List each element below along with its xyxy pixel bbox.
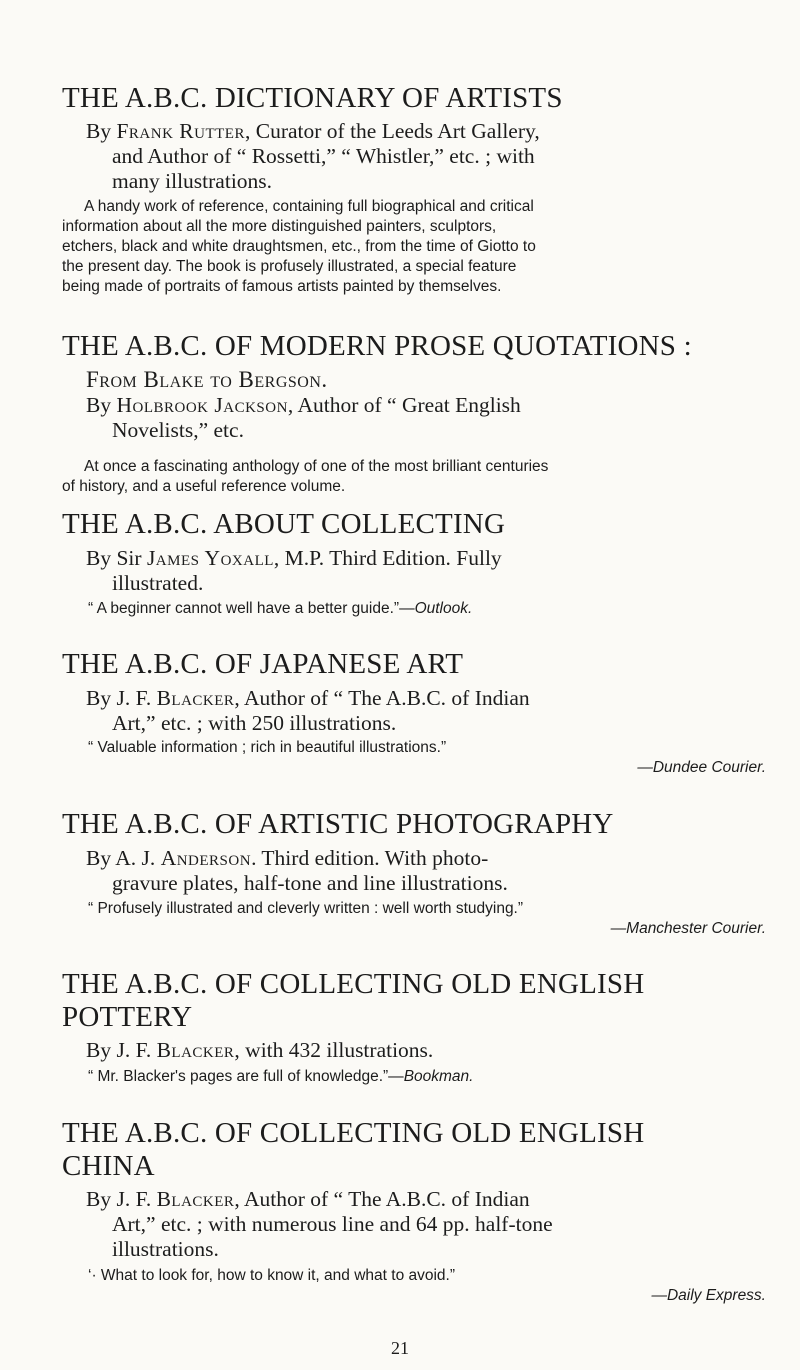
author-note-line: many illustrations. bbox=[112, 169, 273, 193]
entry-review bbox=[88, 899, 784, 939]
description-line: A handy work of reference, containing full biographical and critical bbox=[84, 198, 534, 215]
description-line: being made of portraits of famous artists painted by themselves. bbox=[62, 278, 502, 295]
author-note-line: Art,” etc. ; with numerous line and 64 pp. half-tone bbox=[112, 1212, 553, 1236]
entry-review bbox=[88, 599, 784, 619]
author-name: Frank Rutter bbox=[116, 119, 245, 143]
entry-author-block bbox=[86, 686, 530, 736]
author-note: , with 432 illustrations. bbox=[234, 1038, 434, 1062]
by-label: By A. J. bbox=[86, 846, 156, 870]
page-number: 21 bbox=[391, 1338, 409, 1358]
review-quote: “ Valuable information ; rich in beautiful illustrations.” bbox=[88, 739, 447, 756]
description-line: information about all the more distinguished painters, sculptors, bbox=[62, 218, 497, 235]
description-line: etchers, black and white draughtsmen, etc., from the time of Giotto to bbox=[62, 238, 536, 255]
entry-author-block bbox=[86, 846, 508, 896]
entry-title: THE A.B.C. OF JAPANESE ART bbox=[62, 648, 464, 680]
review-quote: “ Mr. Blacker's pages are full of knowledge.”— bbox=[88, 1068, 404, 1085]
by-label: By Sir bbox=[86, 546, 142, 570]
review-quote: ‘· What to look for, how to know it, and what to avoid.” bbox=[88, 1267, 456, 1284]
author-note: , Author of “ The A.B.C. of Indian bbox=[234, 686, 530, 710]
entry-description bbox=[62, 457, 784, 497]
author-note: , Curator of the Leeds Art Gallery, bbox=[244, 119, 540, 143]
by-label: By bbox=[86, 393, 112, 417]
entry-title: THE A.B.C. OF MODERN PROSE QUOTATIONS : bbox=[62, 330, 692, 362]
author-note: , Author of “ The A.B.C. of Indian bbox=[234, 1187, 530, 1211]
author-note-line: Novelists,” etc. bbox=[112, 418, 244, 442]
review-source: Outlook. bbox=[414, 600, 473, 617]
entry-title: THE A.B.C. OF COLLECTING OLD ENGLISH bbox=[62, 1117, 645, 1149]
entry-title: THE A.B.C. DICTIONARY OF ARTISTS bbox=[62, 82, 563, 114]
entry-review bbox=[88, 738, 784, 778]
author-note-line: gravure plates, half-tone and line illustrations. bbox=[112, 871, 508, 895]
entry-title-line-2: POTTERY bbox=[62, 1001, 193, 1033]
review-source: Bookman. bbox=[403, 1068, 474, 1085]
author-note: , Author of “ Great English bbox=[287, 393, 521, 417]
author-note-line: and Author of “ Rossetti,” “ Whistler,” etc. ; with bbox=[112, 144, 535, 168]
entry-description bbox=[62, 197, 784, 297]
entry-title: THE A.B.C. OF ARTISTIC PHOTOGRAPHY bbox=[62, 808, 614, 840]
review-source: —Dundee Courier. bbox=[637, 759, 766, 776]
entry-title: THE A.B.C. ABOUT COLLECTING bbox=[62, 508, 506, 540]
entry-review bbox=[88, 1067, 784, 1087]
author-line bbox=[86, 393, 521, 418]
author-note-line: Art,” etc. ; with 250 illustrations. bbox=[112, 711, 397, 735]
entry-author-block bbox=[86, 1038, 433, 1063]
author-name: Holbrook Jackson bbox=[116, 393, 288, 417]
author-note: , M.P. Third Edition. Fully bbox=[273, 546, 502, 570]
author-name: Blacker bbox=[156, 1187, 235, 1211]
review-source: —Manchester Courier. bbox=[610, 920, 766, 937]
by-label: By bbox=[86, 119, 112, 143]
by-label: By J. F. bbox=[86, 1038, 152, 1062]
author-note: . Third edition. With photo- bbox=[251, 846, 489, 870]
author-name: Anderson bbox=[160, 846, 252, 870]
by-label: By J. F. bbox=[86, 686, 152, 710]
description-line: of history, and a useful reference volume. bbox=[62, 478, 346, 495]
author-note-line: illustrated. bbox=[112, 571, 204, 595]
entry-author-block bbox=[86, 367, 521, 443]
entry-subtitle: From Blake to Bergson. bbox=[86, 367, 328, 392]
description-line: the present day. The book is profusely illustrated, a special feature bbox=[62, 258, 517, 275]
review-quote: “ A beginner cannot well have a better guide.”— bbox=[88, 600, 415, 617]
review-quote: “ Profusely illustrated and cleverly written : well worth studying.” bbox=[88, 900, 524, 917]
entry-author-block bbox=[86, 546, 776, 596]
by-label: By J. F. bbox=[86, 1187, 152, 1211]
entry-review bbox=[88, 1266, 784, 1306]
author-name: Blacker bbox=[156, 686, 235, 710]
entry-author-block bbox=[86, 1187, 553, 1262]
author-name: Blacker bbox=[156, 1038, 235, 1062]
entry-title-line-2: CHINA bbox=[62, 1150, 155, 1182]
entry-author-block bbox=[86, 119, 540, 194]
author-note-line: illustrations. bbox=[112, 1237, 219, 1261]
author-name: James Yoxall bbox=[146, 546, 274, 570]
entry-title: THE A.B.C. OF COLLECTING OLD ENGLISH bbox=[62, 968, 645, 1000]
description-line: At once a fascinating anthology of one of the most brilliant centuries bbox=[84, 458, 549, 475]
review-source: —Daily Express. bbox=[651, 1287, 766, 1304]
